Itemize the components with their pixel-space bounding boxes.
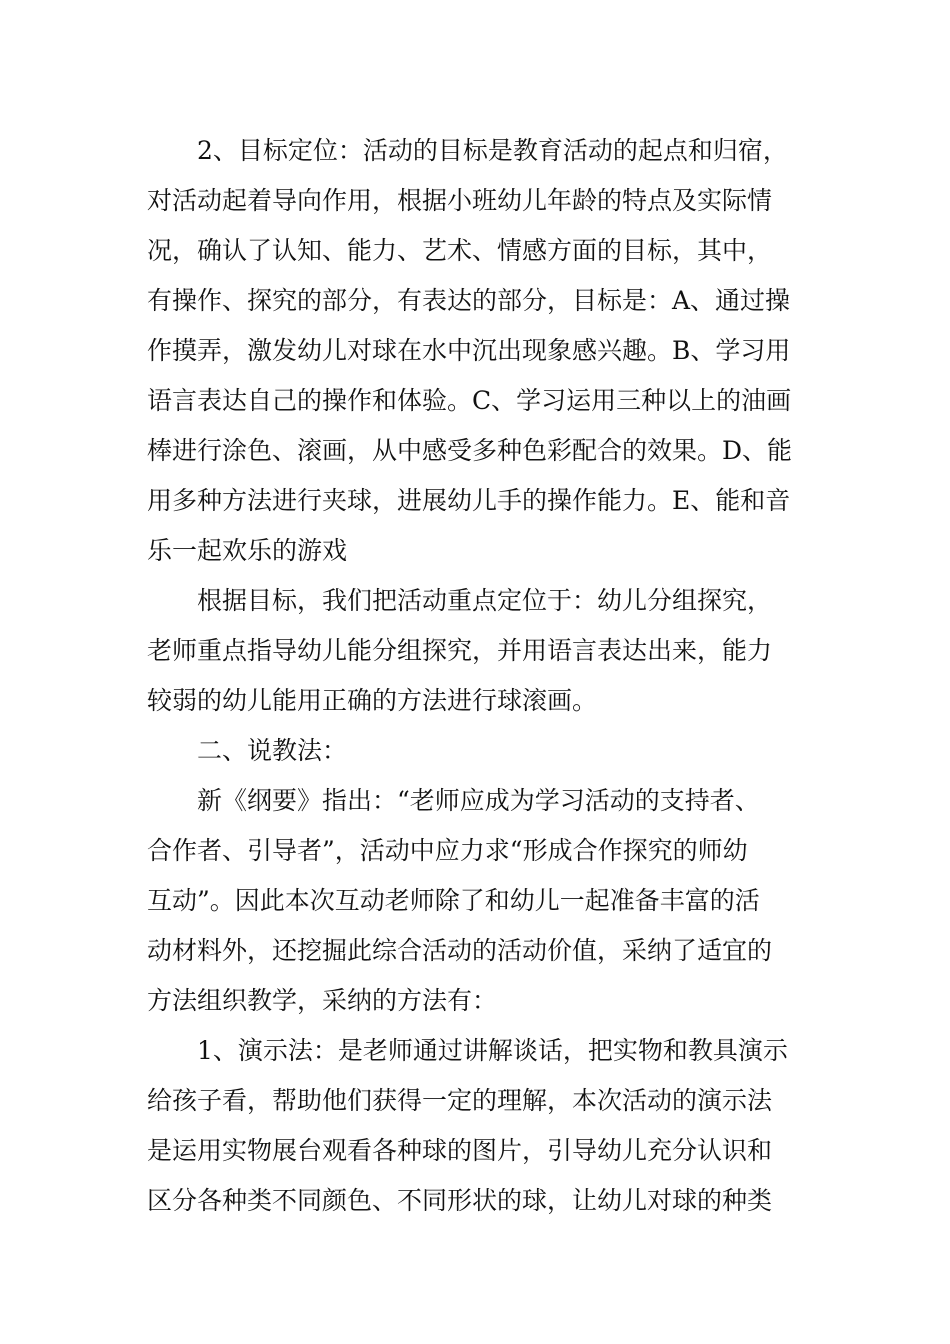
text-line: 乐一起欢乐的游戏 [147, 536, 348, 565]
text-line: 有操作、探究的部分，有表达的部分，目标是：A、通过操 [147, 286, 791, 315]
text-line: 棒进行涂色、滚画，从中感受多种色彩配合的效果。D、能 [147, 436, 793, 465]
text-line: 1、演示法：是老师通过讲解谈话，把实物和教具演示 [197, 1036, 788, 1065]
text-line: 作摸弄，激发幼儿对球在水中沉出现象感兴趣。B、学习用 [147, 336, 791, 365]
text-line: 根据目标，我们把活动重点定位于：幼儿分组探究， [197, 586, 773, 615]
text-line: 互动”。因此本次互动老师除了和幼儿一起准备丰富的活 [147, 886, 760, 915]
text-line: 是运用实物展台观看各种球的图片，引导幼儿充分认识和 [147, 1136, 773, 1165]
text-line: 对活动起着导向作用，根据小班幼儿年龄的特点及实际情 [147, 186, 773, 215]
section-heading: 二、说教法： [197, 736, 348, 765]
text-line: 较弱的幼儿能用正确的方法进行球滚画。 [147, 686, 598, 715]
text-line: 动材料外，还挖掘此综合活动的活动价值，采纳了适宜的 [147, 936, 773, 965]
text-line: 况，确认了认知、能力、艺术、情感方面的目标，其中， [147, 236, 773, 265]
text-line: 方法组织教学，采纳的方法有： [147, 986, 498, 1015]
text-line: 合作者、引导者”，活动中应力求“形成合作探究的师幼 [147, 836, 748, 865]
text-line: 老师重点指导幼儿能分组探究，并用语言表达出来，能力 [147, 636, 773, 665]
body-text [147, 126, 812, 1226]
text-line: 区分各种类不同颜色、不同形状的球，让幼儿对球的种类 [147, 1186, 773, 1215]
text-line: 新《纲要》指出：“老师应成为学习活动的支持者、 [197, 786, 760, 815]
text-line: 语言表达自己的操作和体验。C、学习运用三种以上的油画 [147, 386, 792, 415]
text-line: 2、目标定位：活动的目标是教育活动的起点和归宿， [197, 136, 788, 165]
text-line: 给孩子看，帮助他们获得一定的理解，本次活动的演示法 [147, 1086, 773, 1115]
text-line: 用多种方法进行夹球，进展幼儿手的操作能力。E、能和音 [147, 486, 791, 515]
